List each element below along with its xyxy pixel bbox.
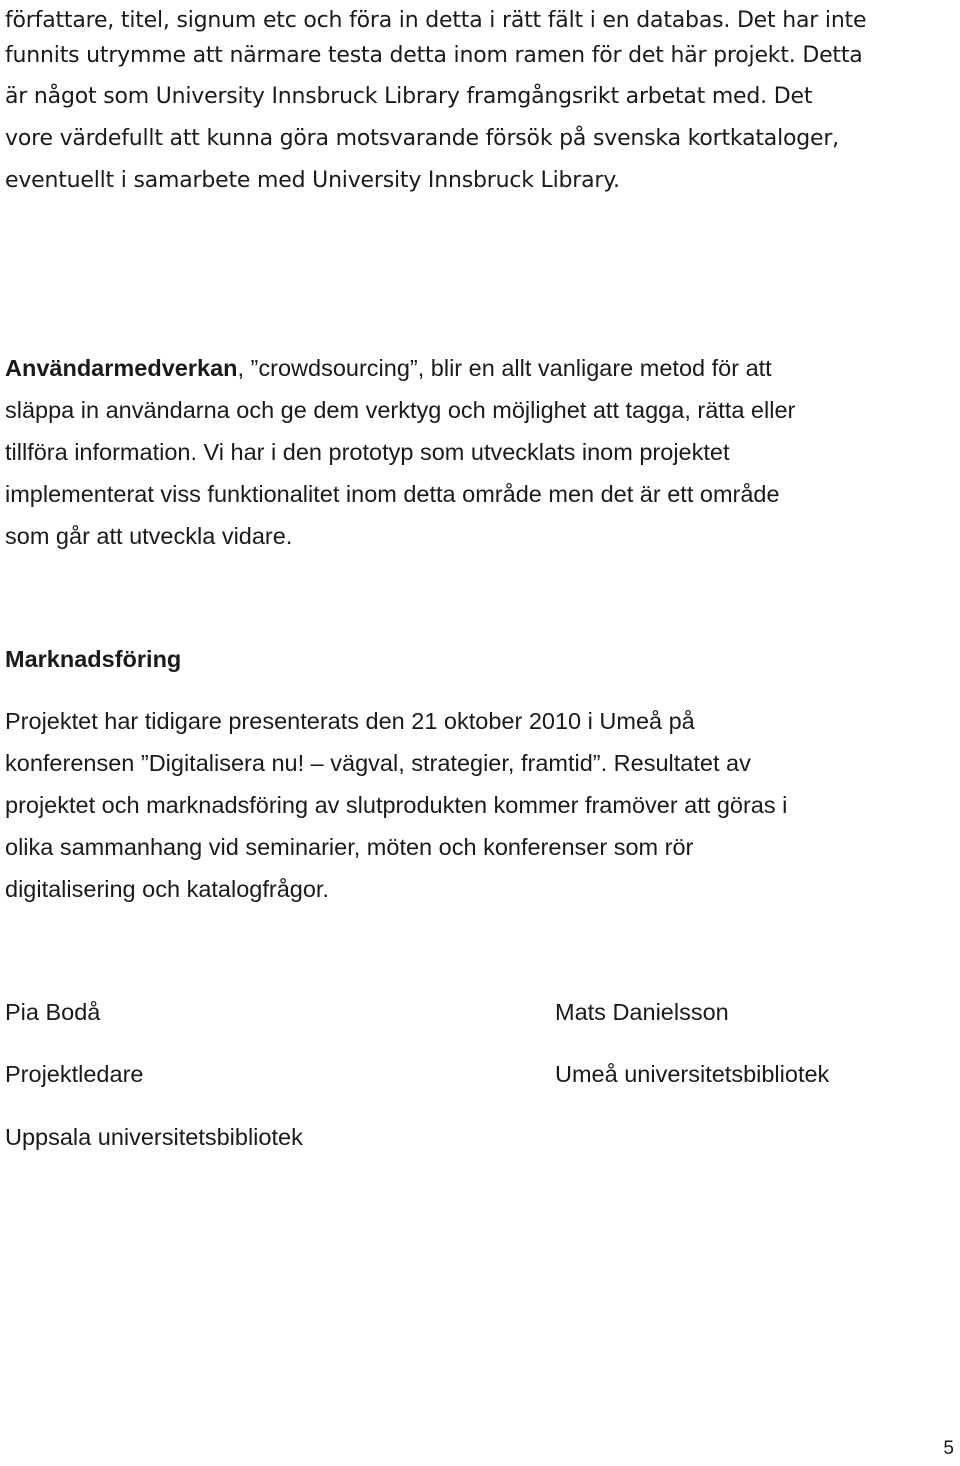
marketing-line: olika sammanhang vid seminarier, möten och konferenser som rör (5, 834, 694, 860)
intro-line: vore värdefullt att kunna göra motsvarande försök på svenska kortkataloger, (5, 126, 839, 151)
marketing-line: projektet och marknadsföring av slutprodukten kommer framöver att göras i (5, 792, 788, 818)
signature-left-name: Pia Bodå (5, 999, 101, 1025)
signature-right-name: Mats Danielsson (555, 999, 729, 1025)
signature-left-role: Projektledare (5, 1061, 144, 1087)
signature-right-org: Umeå universitetsbibliotek (555, 1061, 830, 1087)
intro-line: är något som University Innsbruck Library framgångsrikt arbetat med. Det (5, 84, 813, 109)
crowdsourcing-line-rest: , ”crowdsourcing”, blir en allt vanligare metod för att (237, 355, 772, 381)
marketing-line: digitalisering och katalogfrågor. (5, 876, 329, 902)
page-number: 5 (943, 1438, 954, 1459)
marketing-line: Projektet har tidigare presenterats den 21 oktober 2010 i Umeå på (5, 708, 695, 734)
marketing-line: konferensen ”Digitalisera nu! – vägval, strategier, framtid”. Resultatet av (5, 750, 751, 776)
intro-line: eventuellt i samarbete med University Innsbruck Library. (5, 168, 620, 193)
crowdsourcing-line: tillföra information. Vi har i den prototyp som utvecklats inom projektet (5, 439, 730, 465)
crowdsourcing-line (5, 347, 772, 389)
crowdsourcing-term: Användarmedverkan (5, 355, 238, 381)
crowdsourcing-line: implementerat viss funktionalitet inom detta område men det är ett område (5, 481, 780, 507)
crowdsourcing-line: som går att utveckla vidare. (5, 523, 293, 549)
crowdsourcing-line: släppa in användarna och ge dem verktyg och möjlighet att tagga, rätta eller (5, 397, 796, 423)
signature-left-org: Uppsala universitetsbibliotek (5, 1124, 303, 1150)
intro-line: funnits utrymme att närmare testa detta inom ramen för det här projekt. Detta (5, 43, 863, 68)
intro-line: författare, titel, signum etc och föra in detta i rätt fält i en databas. Det har inte (5, 8, 867, 33)
marketing-heading: Marknadsföring (5, 646, 182, 672)
